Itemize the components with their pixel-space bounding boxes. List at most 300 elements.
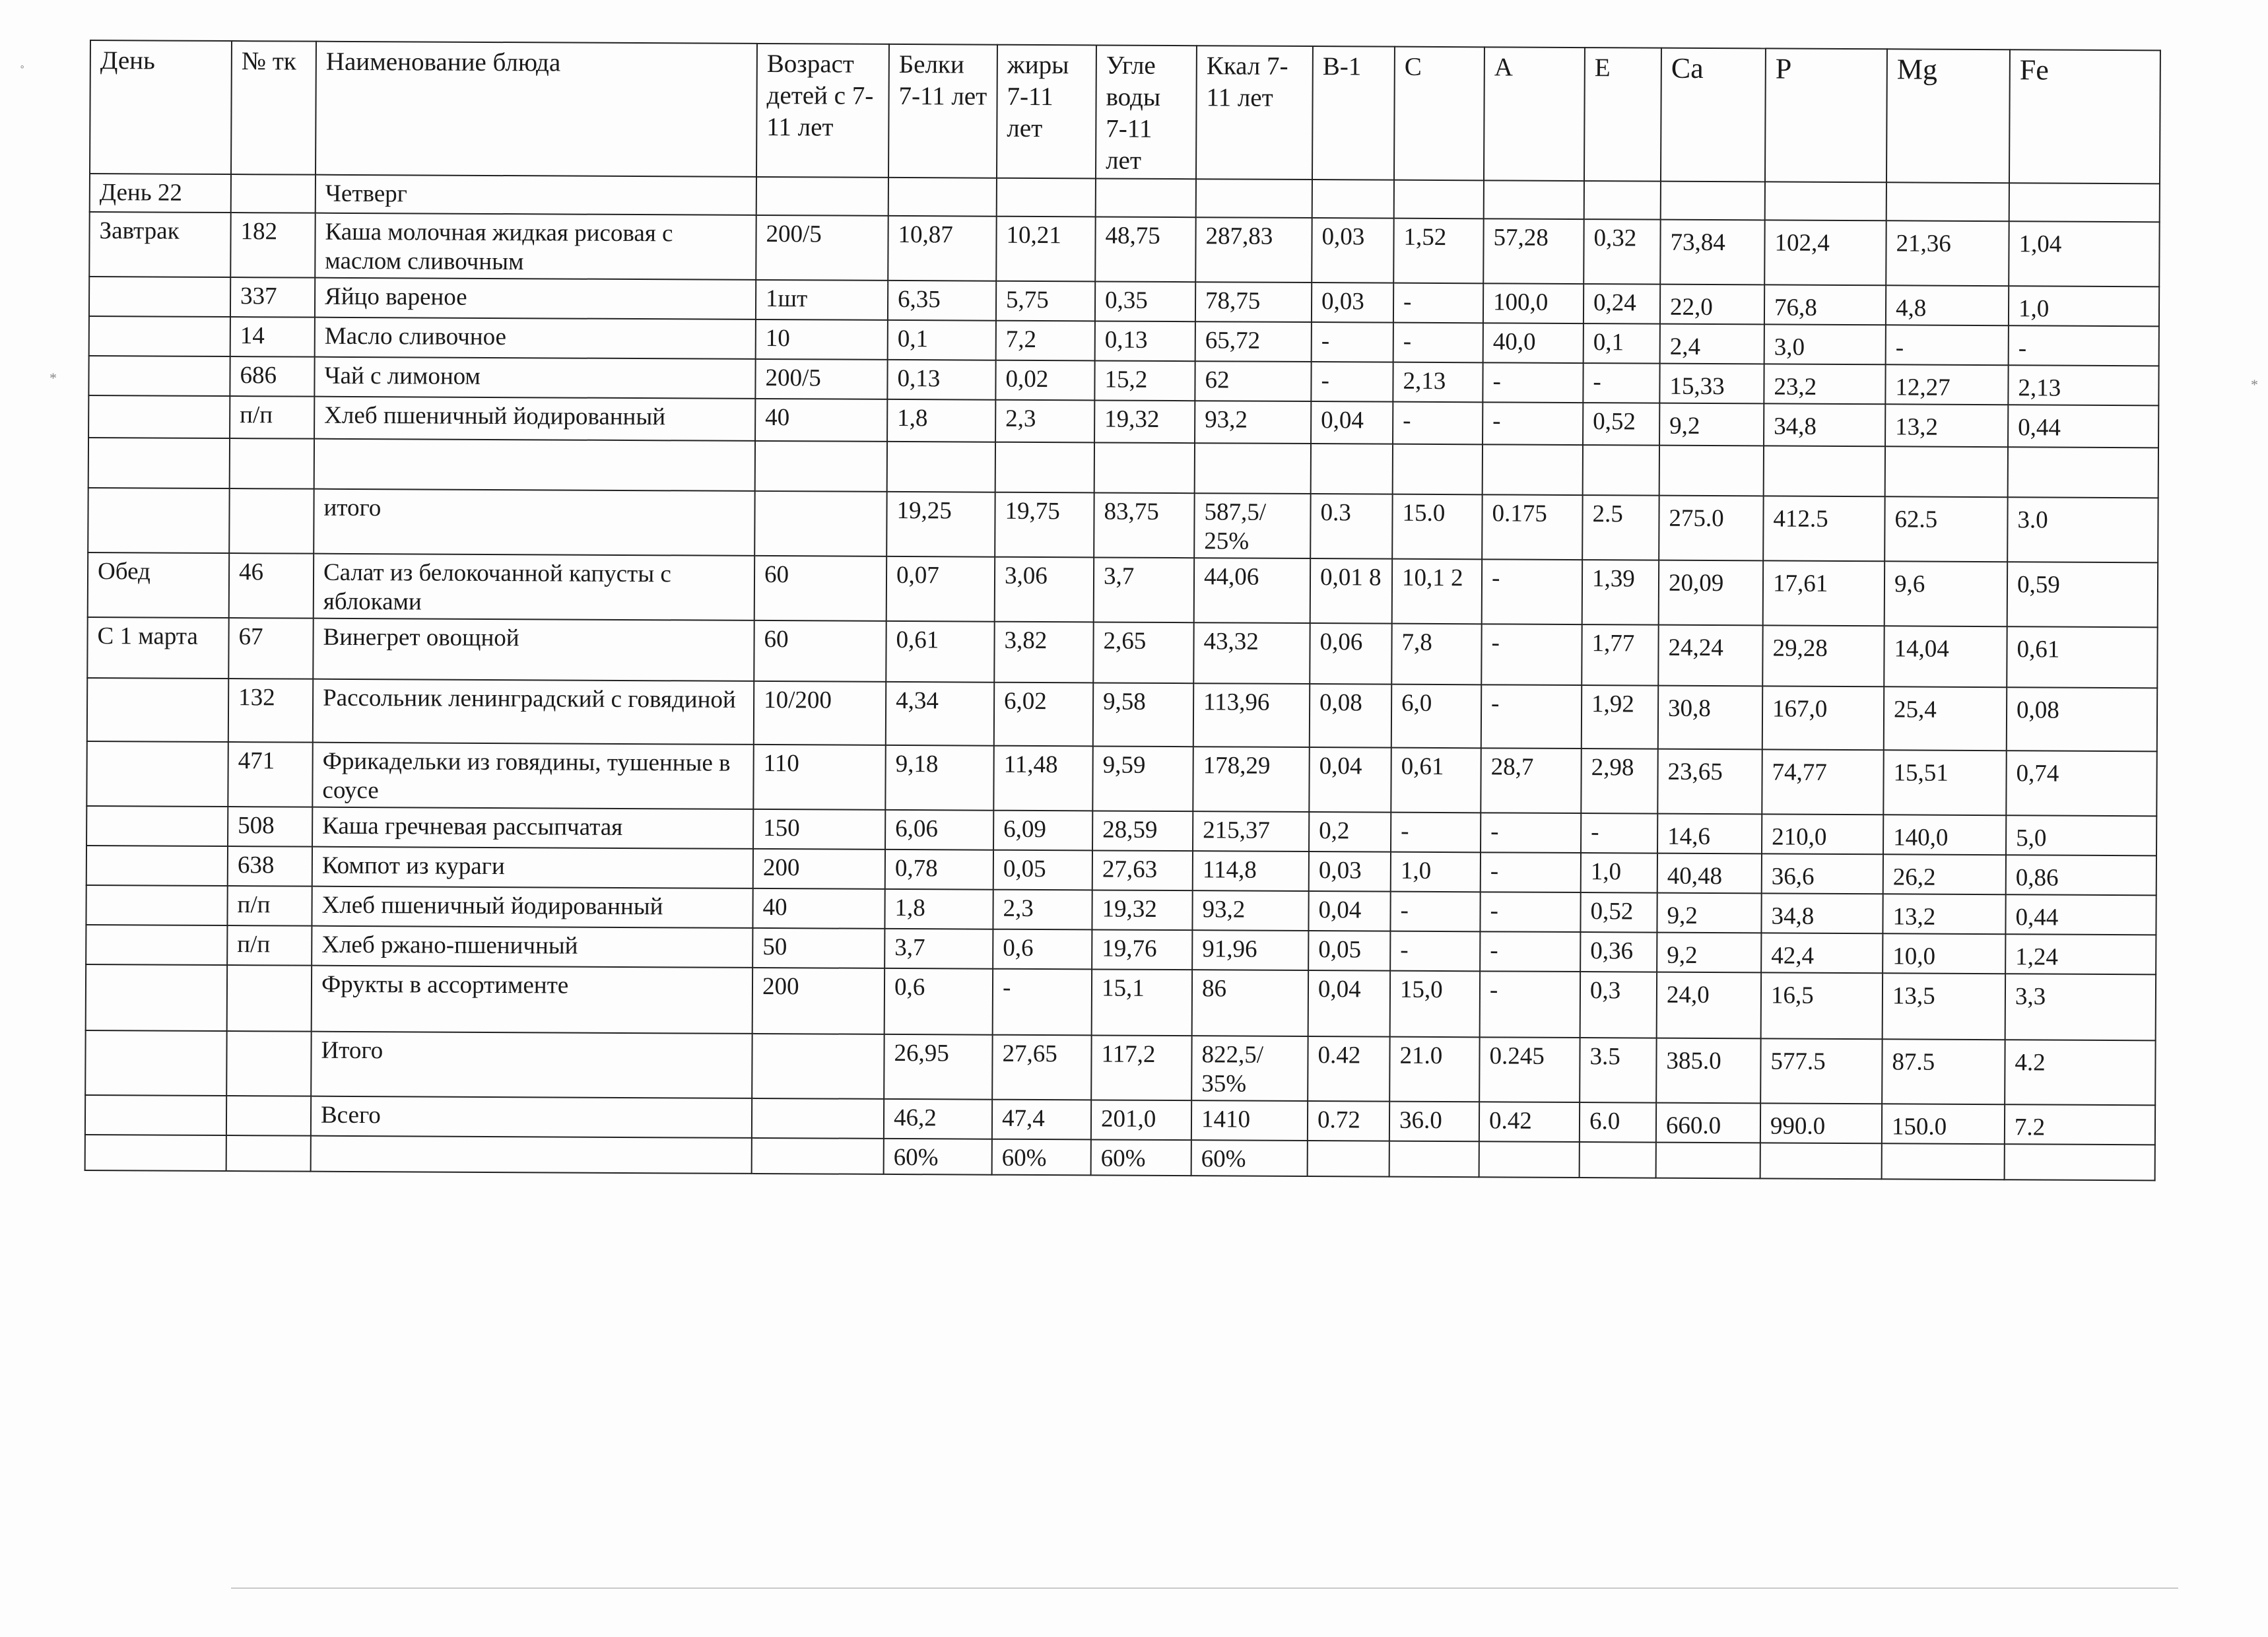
- table-cell: -: [1483, 402, 1583, 445]
- table-cell: [1886, 182, 2009, 221]
- table-cell: 76,8: [1764, 284, 1886, 325]
- table-cell: 62: [1195, 361, 1311, 401]
- table-cell: 1шт: [756, 280, 888, 320]
- table-cell: 3,7: [884, 929, 993, 969]
- table-cell: [1096, 178, 1196, 217]
- table-cell: [1484, 180, 1584, 219]
- table-cell: 2,13: [1393, 362, 1483, 403]
- table-cell: [1195, 443, 1311, 494]
- table-cell: [2009, 183, 2160, 222]
- table-cell: 0,61: [2007, 626, 2157, 688]
- table-cell: 0,03: [1312, 283, 1393, 323]
- table-cell: 6,0: [1391, 685, 1481, 749]
- table-cell: 3,0: [1764, 324, 1886, 364]
- table-cell: 40: [755, 399, 887, 442]
- table-cell: [86, 925, 227, 965]
- dish-name-cell: Масло сливочное: [315, 317, 756, 359]
- table-cell: 0,61: [1391, 748, 1481, 813]
- dish-name-cell: Каша молочная жидкая рисовая с маслом сливочным: [315, 213, 756, 280]
- table-cell: -: [1311, 362, 1393, 402]
- table-cell: 16,5: [1761, 972, 1883, 1039]
- column-header: А: [1484, 47, 1585, 181]
- table-cell: -: [1481, 852, 1581, 892]
- table-cell: [1393, 444, 1483, 495]
- scan-edge-line: [231, 1587, 2178, 1589]
- table-cell: -: [1481, 685, 1582, 749]
- table-cell: 3,3: [2005, 974, 2156, 1040]
- table-cell: 0,24: [1584, 284, 1660, 324]
- table-row: [88, 488, 2158, 562]
- table-cell: [1764, 446, 1885, 496]
- table-cell: Завтрак: [89, 212, 230, 277]
- table-cell: 0,2: [1309, 812, 1391, 852]
- table-cell: 7,2: [996, 321, 1095, 361]
- table-cell: 24,24: [1658, 625, 1762, 686]
- column-header: Е: [1584, 48, 1661, 182]
- dish-name-cell: Хлеб ржано-пшеничный: [312, 926, 752, 968]
- table-cell: 9,59: [1092, 746, 1193, 811]
- table-cell: 0,36: [1580, 932, 1657, 972]
- table-cell: 24,0: [1657, 972, 1761, 1039]
- table-cell: 0,52: [1583, 403, 1659, 446]
- table-cell: [755, 441, 887, 492]
- table-cell: 34,8: [1761, 893, 1883, 933]
- table-cell: 287,83: [1195, 217, 1312, 283]
- table-row: [85, 1030, 2155, 1105]
- table-cell: [1661, 182, 1765, 220]
- table-cell: [86, 741, 228, 807]
- dish-name-cell: Четверг: [316, 175, 756, 215]
- table-cell: -: [1391, 813, 1481, 853]
- table-cell: 60%: [992, 1139, 1091, 1176]
- column-header: День: [90, 40, 232, 174]
- table-cell: [86, 846, 228, 886]
- dish-name-cell: [311, 1136, 752, 1174]
- table-cell: 5,0: [2006, 815, 2156, 855]
- table-cell: 412.5: [1763, 496, 1884, 561]
- table-cell: -: [1393, 402, 1483, 445]
- table-cell: 27,65: [992, 1035, 1091, 1100]
- table-cell: 2,3: [993, 890, 1092, 930]
- table-cell: 11,48: [993, 746, 1092, 811]
- table-cell: День 22: [90, 174, 231, 213]
- table-cell: 577.5: [1760, 1038, 1882, 1104]
- table-cell: 13,5: [1883, 973, 2005, 1040]
- table-cell: 990.0: [1760, 1103, 1882, 1143]
- table-cell: [88, 488, 229, 553]
- dish-name-cell: Каша гречневая рассыпчатая: [312, 807, 753, 849]
- table-cell: 150.0: [1882, 1104, 2005, 1144]
- table-cell: 0,59: [2007, 562, 2158, 627]
- table-cell: 15,1: [1092, 969, 1192, 1036]
- table-cell: 0,04: [1308, 891, 1390, 931]
- table-cell: 40: [752, 888, 884, 929]
- table-cell: -: [993, 969, 1092, 1036]
- table-cell: 40,0: [1483, 323, 1584, 363]
- table-cell: 10,1 2: [1392, 559, 1482, 624]
- table-cell: 46: [229, 553, 314, 618]
- table-cell: [86, 806, 228, 846]
- table-cell: 9,6: [1884, 561, 2007, 626]
- table-cell: 102,4: [1764, 220, 1886, 285]
- table-cell: 638: [228, 846, 312, 886]
- table-cell: 19,32: [1094, 400, 1195, 443]
- table-cell: [227, 965, 312, 1032]
- table-cell: 2,4: [1660, 324, 1764, 364]
- table-cell: 3,7: [1094, 557, 1194, 622]
- table-cell: 12,27: [1885, 364, 2008, 405]
- table-cell: 1,92: [1582, 685, 1658, 749]
- table-cell: 93,2: [1195, 401, 1311, 444]
- table-cell: 200/5: [755, 359, 887, 399]
- scan-speck: ˚: [20, 63, 25, 79]
- dish-name-cell: Яйцо вареное: [315, 278, 756, 319]
- table-cell: [226, 1031, 311, 1096]
- table-cell: 178,29: [1193, 747, 1309, 812]
- table-cell: 15,51: [1883, 750, 2006, 815]
- table-cell: 73,84: [1660, 220, 1764, 285]
- dish-name-cell: Фрукты в ассортименте: [312, 966, 752, 1034]
- table-cell: 0,06: [1310, 623, 1391, 685]
- table-cell: 15,33: [1659, 364, 1764, 404]
- table-cell: [1308, 1141, 1389, 1177]
- table-cell: -: [1481, 813, 1581, 853]
- table-cell: [85, 1030, 226, 1096]
- table-cell: [226, 1096, 311, 1136]
- table-row: [87, 678, 2157, 751]
- column-header: № тк: [231, 41, 316, 175]
- table-row: [87, 617, 2157, 688]
- table-cell: [229, 488, 314, 554]
- table-cell: 0,78: [885, 850, 993, 890]
- table-cell: 14: [230, 317, 315, 357]
- table-cell: -: [1480, 971, 1580, 1038]
- table-cell: 0,04: [1308, 970, 1390, 1037]
- table-cell: -: [1393, 323, 1483, 363]
- table-cell: 28,59: [1092, 811, 1193, 851]
- table-cell: 0,08: [2007, 687, 2157, 751]
- table-cell: -: [1481, 624, 1582, 685]
- table-cell: 2.5: [1582, 495, 1659, 560]
- dish-name-cell: Винегрет овощной: [313, 618, 754, 681]
- table-cell: 686: [230, 356, 314, 397]
- table-row: [86, 964, 2156, 1040]
- table-cell: 57,28: [1483, 218, 1584, 284]
- table-cell: 15,2: [1094, 360, 1195, 401]
- table-cell: 93,2: [1192, 890, 1308, 931]
- table-cell: [995, 442, 1094, 493]
- table-cell: 0.175: [1482, 494, 1582, 560]
- table-cell: 20,09: [1659, 560, 1763, 626]
- table-cell: 2,13: [2008, 365, 2158, 405]
- table-cell: [226, 1135, 311, 1172]
- table-cell: 67: [228, 618, 313, 679]
- column-header: В-1: [1312, 46, 1395, 180]
- table-cell: 385.0: [1656, 1038, 1760, 1104]
- table-cell: 508: [228, 807, 312, 847]
- table-cell: 91,96: [1192, 930, 1308, 970]
- table-cell: 0,05: [1308, 931, 1390, 971]
- table-cell: [85, 1135, 226, 1171]
- table-cell: 27,63: [1092, 850, 1193, 890]
- table-cell: 6,09: [993, 811, 1092, 851]
- table-cell: 1,0: [2009, 286, 2159, 326]
- table-cell: 10: [756, 319, 888, 360]
- table-cell: 7.2: [2005, 1104, 2155, 1145]
- table-cell: 0.3: [1310, 494, 1392, 559]
- table-cell: 60%: [1091, 1139, 1191, 1176]
- table-cell: -: [1583, 363, 1659, 403]
- table-cell: 0,61: [886, 621, 994, 683]
- table-cell: 19,25: [886, 492, 995, 557]
- table-cell: 1,39: [1582, 560, 1659, 625]
- table-cell: 14,6: [1657, 814, 1762, 854]
- table-cell: 113,96: [1193, 683, 1310, 747]
- column-header: P: [1765, 48, 1887, 182]
- table-cell: 26,2: [1883, 854, 2006, 894]
- table-cell: 210,0: [1762, 814, 1883, 854]
- table-cell: [1584, 181, 1661, 220]
- table-cell: [754, 491, 886, 556]
- table-cell: 2,98: [1581, 749, 1657, 814]
- table-cell: 44,06: [1194, 558, 1310, 623]
- table-cell: 822,5/ 35%: [1191, 1036, 1308, 1101]
- table-cell: 47,4: [992, 1100, 1091, 1140]
- table-cell: [1196, 179, 1312, 218]
- table-cell: 0,1: [888, 320, 996, 360]
- table-cell: 0,04: [1309, 747, 1391, 813]
- table-cell: -: [1886, 325, 2009, 365]
- table-cell: [1394, 180, 1484, 219]
- table-cell: 0,3: [1580, 972, 1657, 1038]
- table-cell: 275.0: [1659, 496, 1763, 561]
- table-cell: Обед: [88, 552, 229, 618]
- table-cell: 2,65: [1093, 622, 1193, 683]
- table-cell: 10,21: [996, 217, 1095, 282]
- table-cell: [89, 277, 230, 317]
- table-cell: -: [2009, 325, 2159, 366]
- table-cell: [1389, 1141, 1479, 1178]
- table-cell: 3,06: [995, 557, 1094, 622]
- table-cell: 19,32: [1092, 890, 1192, 930]
- table-cell: 471: [228, 742, 312, 807]
- table-cell: 0,05: [993, 850, 1092, 890]
- table-cell: [752, 1098, 884, 1139]
- table-cell: [997, 178, 1096, 217]
- table-cell: 15,0: [1390, 971, 1480, 1038]
- table-cell: [888, 178, 997, 217]
- table-cell: 0,52: [1580, 892, 1657, 933]
- table-cell: 1,0: [1581, 853, 1657, 893]
- column-header: Ккал 7-11 лет: [1196, 46, 1313, 180]
- header-row: [90, 40, 2160, 184]
- table-cell: -: [1480, 931, 1580, 972]
- table-cell: 25,4: [1884, 686, 2007, 751]
- table-cell: [88, 356, 230, 396]
- table-cell: 0,6: [884, 968, 993, 1035]
- table-cell: 48,75: [1095, 217, 1195, 282]
- table-cell: п/п: [227, 925, 312, 966]
- table-cell: [1479, 1141, 1580, 1178]
- table-cell: 15.0: [1392, 494, 1482, 560]
- table-cell: 34,8: [1764, 403, 1885, 446]
- table-cell: 0,04: [1311, 401, 1393, 444]
- table-cell: 0,86: [2006, 855, 2156, 895]
- table-cell: [1312, 180, 1394, 218]
- table-cell: 17,61: [1763, 560, 1884, 626]
- table-cell: -: [1312, 322, 1393, 362]
- table-cell: 5,75: [996, 281, 1095, 321]
- table-cell: [1311, 444, 1393, 494]
- table-cell: 2,3: [995, 400, 1094, 443]
- table-cell: [1765, 182, 1886, 220]
- table-cell: 9,18: [885, 745, 993, 811]
- table-cell: [230, 438, 314, 489]
- table-cell: 1,0: [1391, 852, 1481, 892]
- table-cell: 19,76: [1092, 929, 1192, 970]
- table-cell: 167,0: [1762, 686, 1884, 750]
- table-cell: -: [1390, 931, 1480, 972]
- table-cell: 6,06: [885, 810, 993, 850]
- table-cell: 100,0: [1483, 283, 1584, 323]
- table-cell: 60: [754, 556, 886, 621]
- table-cell: 201,0: [1091, 1100, 1191, 1140]
- column-header: Наименование блюда: [316, 42, 757, 177]
- table-cell: 0,1: [1584, 323, 1660, 364]
- table-cell: 21.0: [1389, 1037, 1479, 1102]
- table-cell: 114,8: [1193, 851, 1309, 891]
- column-header: Белки 7-11 лет: [888, 44, 997, 178]
- table-cell: [752, 1034, 884, 1099]
- table-cell: -: [1390, 892, 1480, 932]
- table-cell: 60: [754, 620, 886, 682]
- scan-speck: *: [2251, 376, 2258, 393]
- table-cell: 0,6: [993, 929, 1092, 970]
- table-row: [88, 552, 2158, 627]
- table-cell: [2008, 447, 2158, 498]
- table-cell: 110: [753, 745, 885, 810]
- table-cell: 7,8: [1391, 624, 1481, 685]
- table-cell: 587,5/ 25%: [1194, 493, 1310, 558]
- table-cell: 0,03: [1309, 852, 1391, 892]
- table-cell: [88, 395, 230, 438]
- table-cell: 1,8: [887, 399, 995, 442]
- table-cell: [88, 438, 230, 488]
- dish-name-cell: Рассольник ленинградский с говядиной: [313, 679, 754, 745]
- table-cell: 0,08: [1310, 684, 1391, 748]
- table-cell: 140,0: [1883, 815, 2006, 855]
- table-cell: 46,2: [884, 1099, 992, 1139]
- dish-name-cell: Чай с лимоном: [314, 357, 755, 399]
- table-cell: -: [1482, 559, 1582, 624]
- table-row: [89, 212, 2159, 286]
- table-cell: [1882, 1143, 2005, 1180]
- dish-name-cell: Компот из кураги: [312, 847, 753, 888]
- table-cell: 65,72: [1195, 321, 1312, 362]
- table-cell: 30,8: [1658, 686, 1762, 750]
- table-cell: 1,52: [1393, 218, 1483, 284]
- table-cell: [2005, 1144, 2155, 1180]
- table-cell: 117,2: [1091, 1035, 1191, 1100]
- menu-sheet: [84, 40, 2160, 1181]
- table-cell: 0,44: [2005, 894, 2156, 935]
- scan-speck: *: [50, 370, 57, 386]
- table-cell: 0,44: [2008, 405, 2158, 448]
- table-cell: 36,6: [1762, 853, 1883, 894]
- table-cell: [87, 678, 228, 742]
- table-cell: 1,24: [2005, 934, 2156, 974]
- table-cell: 4,34: [886, 682, 994, 746]
- table-cell: 0.245: [1479, 1037, 1580, 1102]
- table-cell: 1,04: [2009, 221, 2159, 286]
- table-cell: 4.2: [2005, 1040, 2155, 1105]
- table-cell: 28,7: [1481, 748, 1581, 813]
- table-cell: [1656, 1143, 1760, 1179]
- table-cell: 29,28: [1762, 625, 1884, 686]
- table-cell: [86, 885, 227, 925]
- table-cell: 40,48: [1657, 853, 1762, 894]
- table-cell: 660.0: [1656, 1103, 1760, 1143]
- table-cell: 0,35: [1095, 281, 1195, 321]
- table-cell: 0,13: [887, 360, 995, 400]
- table-cell: 13,2: [1883, 894, 2005, 934]
- table-cell: 78,75: [1195, 282, 1312, 322]
- table-cell: 21,36: [1886, 220, 2009, 286]
- table-cell: 9,58: [1093, 683, 1193, 747]
- table-cell: [1580, 1142, 1656, 1178]
- column-header: Угле воды 7-11 лет: [1096, 45, 1197, 179]
- table-cell: п/п: [230, 396, 314, 439]
- table-cell: 23,65: [1657, 749, 1762, 815]
- column-header: Fe: [2009, 50, 2160, 184]
- table-cell: 0,32: [1584, 219, 1660, 284]
- table-cell: 22,0: [1660, 284, 1764, 325]
- table-cell: 6,02: [994, 683, 1093, 747]
- table-cell: -: [1581, 813, 1657, 853]
- table-cell: 132: [228, 679, 313, 743]
- table-cell: 14,04: [1884, 626, 2007, 687]
- table-cell: [1760, 1143, 1882, 1179]
- dish-name-cell: [314, 439, 755, 491]
- table-cell: [86, 964, 227, 1031]
- table-cell: [85, 1095, 226, 1135]
- table-cell: 43,32: [1193, 622, 1310, 684]
- column-header: Mg: [1886, 49, 2010, 183]
- table-cell: 3.5: [1580, 1038, 1656, 1103]
- table-cell: 50: [752, 928, 884, 968]
- table-cell: 6.0: [1580, 1102, 1656, 1143]
- table-cell: [231, 174, 316, 213]
- table-cell: 62.5: [1884, 496, 2007, 562]
- table-cell: 0.42: [1479, 1102, 1580, 1142]
- table-cell: 1,77: [1582, 624, 1658, 686]
- table-cell: [1483, 444, 1583, 495]
- dish-name-cell: Итого: [311, 1032, 752, 1098]
- dish-name-cell: Хлеб пшеничный йодированный: [314, 397, 755, 441]
- table-cell: 9,2: [1657, 893, 1761, 933]
- table-cell: 0,74: [2006, 751, 2156, 816]
- table-cell: [887, 442, 995, 492]
- dish-name-cell: Хлеб пшеничный йодированный: [312, 886, 752, 928]
- column-header: жиры 7-11 лет: [997, 45, 1096, 179]
- table-cell: -: [1393, 283, 1483, 323]
- table-cell: 60%: [1191, 1140, 1308, 1176]
- table-cell: 3.0: [2007, 497, 2158, 562]
- table-cell: 13,2: [1885, 404, 2008, 447]
- table-cell: 10,0: [1883, 933, 2005, 974]
- table-cell: [756, 177, 888, 216]
- table-cell: 26,95: [884, 1034, 992, 1100]
